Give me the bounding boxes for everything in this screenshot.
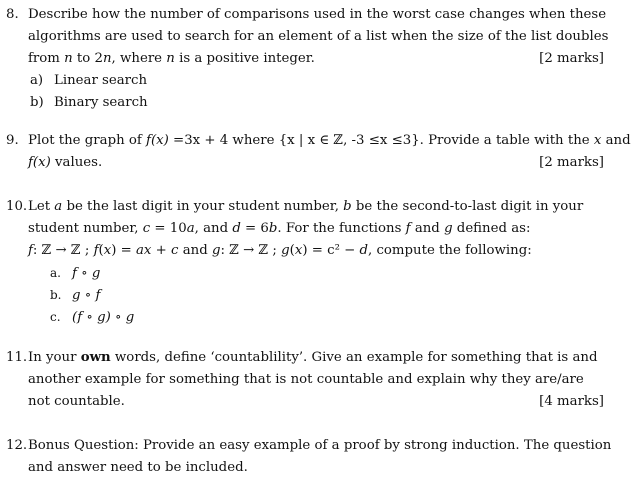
question-body: [28, 196, 604, 328]
math-var: g: [281, 243, 290, 258]
math-var: f: [28, 243, 33, 258]
math-var: n: [102, 51, 112, 66]
sub-item: [28, 262, 604, 284]
text-run: , where: [111, 51, 167, 66]
sub-item-label: b): [30, 95, 44, 110]
text-run: = 10: [150, 221, 187, 236]
math-var: f: [93, 243, 99, 258]
sub-item-label: a.: [50, 266, 61, 280]
text-run: to 2: [72, 51, 103, 66]
marks-label: [2 marks]: [539, 51, 604, 66]
math-var: d: [232, 221, 241, 236]
question-text: [28, 48, 315, 70]
text-run: +: [151, 243, 172, 258]
math-var: n: [64, 51, 73, 66]
question-body: [28, 347, 604, 413]
question-text-line: Bonus Question: Provide an easy example of a proof by strong induction. The question: [28, 438, 612, 453]
text-run: and: [410, 221, 445, 236]
math-var: b: [343, 199, 352, 214]
question-text-line: [28, 391, 604, 413]
question-body: [28, 130, 631, 174]
sub-item: [28, 92, 604, 114]
text-run: Let: [28, 199, 55, 214]
question-8: [6, 4, 609, 114]
question-text-line: algorithms are used to search for an element of a list when the size of the list doubles: [28, 29, 609, 44]
text-run: =3x + 4 where {x | x ∈ ℤ, -3 ≤x ≤3}. Provide a table with the: [168, 133, 594, 148]
question-text-line: [28, 48, 604, 70]
question-body: [28, 435, 612, 479]
sub-item-text: (f ∘ g) ∘ g: [72, 310, 135, 325]
question-text-line: [28, 130, 631, 152]
question-number: 10.: [6, 199, 28, 214]
math-var: f: [405, 221, 411, 236]
text-run: is a positive integer.: [174, 51, 315, 66]
text-run: from: [28, 51, 65, 66]
text-run: : ℤ → ℤ ;: [32, 243, 94, 258]
math-var: g: [211, 243, 221, 258]
question-text: [28, 152, 102, 174]
sub-item-text: Binary search: [54, 95, 148, 110]
question-text-line: [28, 218, 604, 240]
text-run: be the second-to-last digit in your: [351, 199, 584, 214]
question-body: [28, 4, 609, 114]
sub-item: [28, 306, 604, 328]
text-run: be the last digit in your student number,: [62, 199, 344, 214]
text-run: values.: [50, 155, 103, 170]
sub-item-label: b.: [50, 288, 62, 302]
question-12: [6, 435, 612, 479]
sub-item-label: a): [30, 73, 44, 88]
emphasis-text: own: [80, 350, 111, 365]
sub-item-label: c.: [50, 310, 61, 324]
math-var: x: [103, 243, 112, 258]
question-number: 12.: [6, 438, 28, 453]
text-run: and: [178, 243, 212, 258]
text-run: defined as:: [452, 221, 531, 236]
text-run: In your: [28, 350, 81, 365]
question-number: 9.: [6, 133, 19, 148]
text-run: = 6: [240, 221, 269, 236]
question-9: [6, 130, 631, 174]
math-var: ax: [136, 243, 152, 258]
question-text-line: another example for something that is not countable and explain why they are/are: [28, 372, 584, 387]
text-run: student number,: [28, 221, 143, 236]
marks-label: [2 marks]: [539, 155, 604, 170]
math-var: a: [54, 199, 63, 214]
text-run: , compute the following:: [368, 243, 532, 258]
text-run: words, define ‘countablility’. Give an example for something that is and: [110, 350, 598, 365]
text-run: and: [601, 133, 631, 148]
math-var: n: [166, 51, 175, 66]
sub-item: [28, 70, 604, 92]
sub-item-text: g ∘ f: [72, 288, 101, 303]
text-run: ) =: [111, 243, 136, 258]
sub-item: [28, 284, 604, 306]
question-text-line: Describe how the number of comparisons used in the worst case changes when these: [28, 7, 607, 22]
math-var: g: [444, 221, 453, 236]
question-text: not countable.: [28, 394, 125, 409]
text-run: . For the functions: [277, 221, 406, 236]
text-run: (: [98, 243, 104, 258]
math-var: d: [359, 243, 369, 258]
question-text-line: and answer need to be included.: [28, 460, 248, 475]
math-var: f(x): [146, 133, 169, 148]
text-run: , and: [194, 221, 233, 236]
sub-item-text: Linear search: [54, 73, 148, 88]
math-var: b: [268, 221, 278, 236]
math-var: c: [171, 243, 179, 258]
question-11: [6, 347, 604, 413]
math-var: c: [142, 221, 151, 236]
text-run: : ℤ → ℤ ;: [220, 243, 282, 258]
math-var: a: [186, 221, 195, 236]
text-run: ) = c² −: [302, 243, 360, 258]
math-var: x: [294, 243, 303, 258]
question-number: 8.: [6, 7, 19, 22]
question-text-line: [28, 347, 604, 369]
question-number: 11.: [6, 350, 28, 365]
sub-item-text: f ∘ g: [72, 266, 101, 281]
question-text-line: [28, 196, 604, 218]
question-text-line: [28, 152, 604, 174]
math-var: x: [593, 133, 602, 148]
text-run: (: [289, 243, 295, 258]
math-var: f(x): [28, 155, 51, 170]
question-text-line: [28, 240, 604, 262]
text-run: Plot the graph of: [28, 133, 147, 148]
marks-label: [4 marks]: [539, 394, 604, 409]
question-10: [6, 196, 604, 328]
